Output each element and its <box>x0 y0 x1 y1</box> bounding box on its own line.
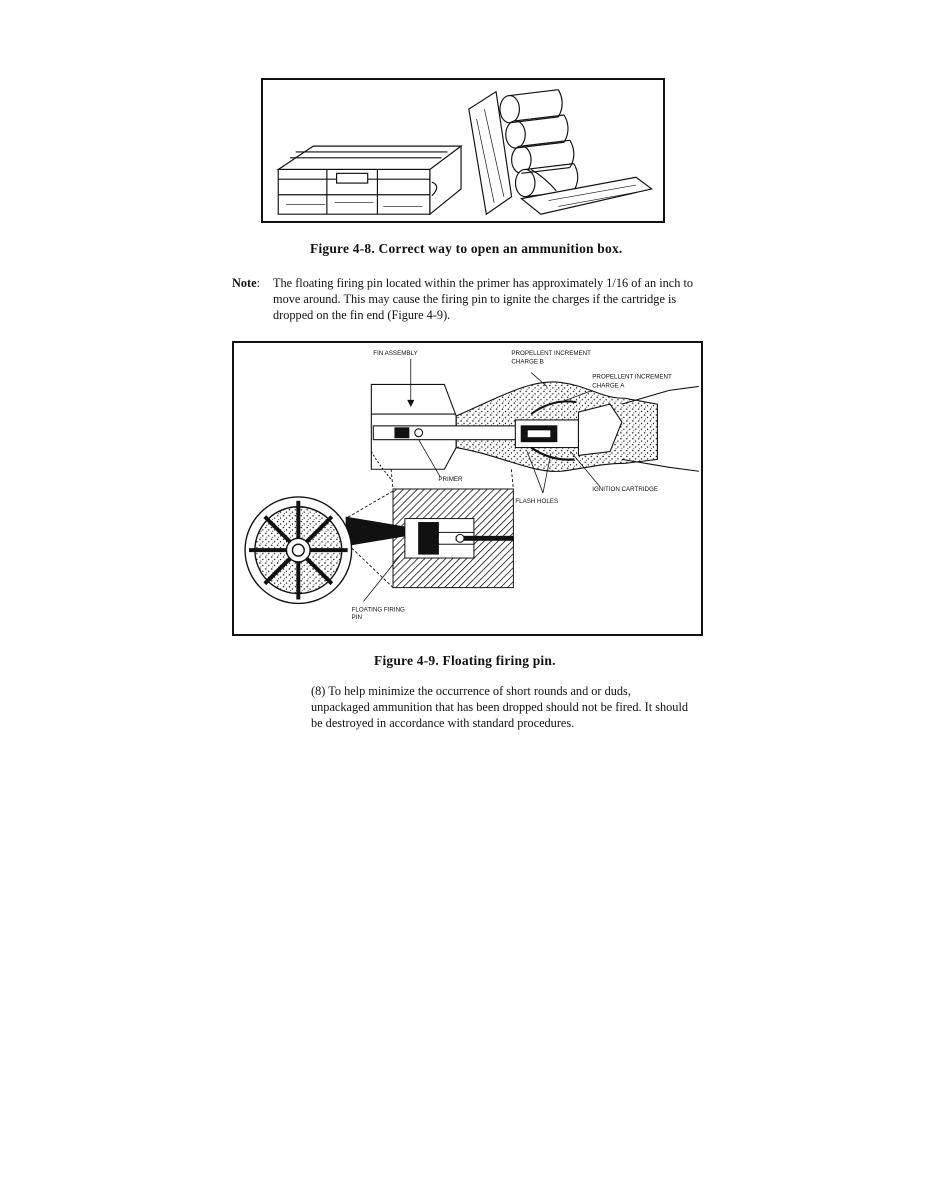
label-propellent-a-line2: CHARGE A <box>592 382 625 390</box>
closed-ammo-box-drawing <box>278 146 461 214</box>
primer-section-drawing <box>393 489 513 588</box>
note-colon: : <box>256 276 261 290</box>
label-floating-firing-pin-line1: FLOATING FIRING <box>351 606 405 614</box>
figure-4-8-caption: Figure 4-8. Correct way to open an ammunition box. <box>310 241 623 256</box>
label-floating-firing-pin-line2: PIN <box>351 614 362 622</box>
open-ammo-box-drawing <box>469 90 652 214</box>
note-label <box>232 275 260 291</box>
label-propellent-b-line1: PROPELLENT INCREMENT <box>511 349 591 357</box>
note-text: The floating firing pin located within the primer has approximately 1/16 of an inch to move around. This may cause the firing pin to ignite the charges if the cartridge is dropped on the fin end (Figure 4-9). <box>273 276 694 322</box>
note-block <box>232 275 702 323</box>
fin-end-view-drawing <box>245 497 352 604</box>
figure-4-9-illustration <box>232 341 703 636</box>
label-propellent-b-line2: CHARGE B <box>511 358 544 366</box>
note-label-text: Note <box>232 276 257 290</box>
label-flash-holes: FLASH HOLES <box>515 497 559 505</box>
label-fin-assembly: FIN ASSEMBLY <box>373 349 418 357</box>
paragraph-8: (8) To help minimize the occurrence of short rounds and or duds, unpackaged ammunition that has been dropped should not be fired. It should be destroyed in accordance with standard procedures. <box>311 684 689 730</box>
label-primer: PRIMER <box>438 476 463 484</box>
figure-4-8-illustration <box>261 78 665 223</box>
label-propellent-a-line1: PROPELLENT INCREMENT <box>592 373 672 381</box>
figure-4-9-caption: Figure 4-9. Floating firing pin. <box>374 653 556 668</box>
label-ignition-cartridge: IGNITION CARTRIDGE <box>592 485 659 493</box>
